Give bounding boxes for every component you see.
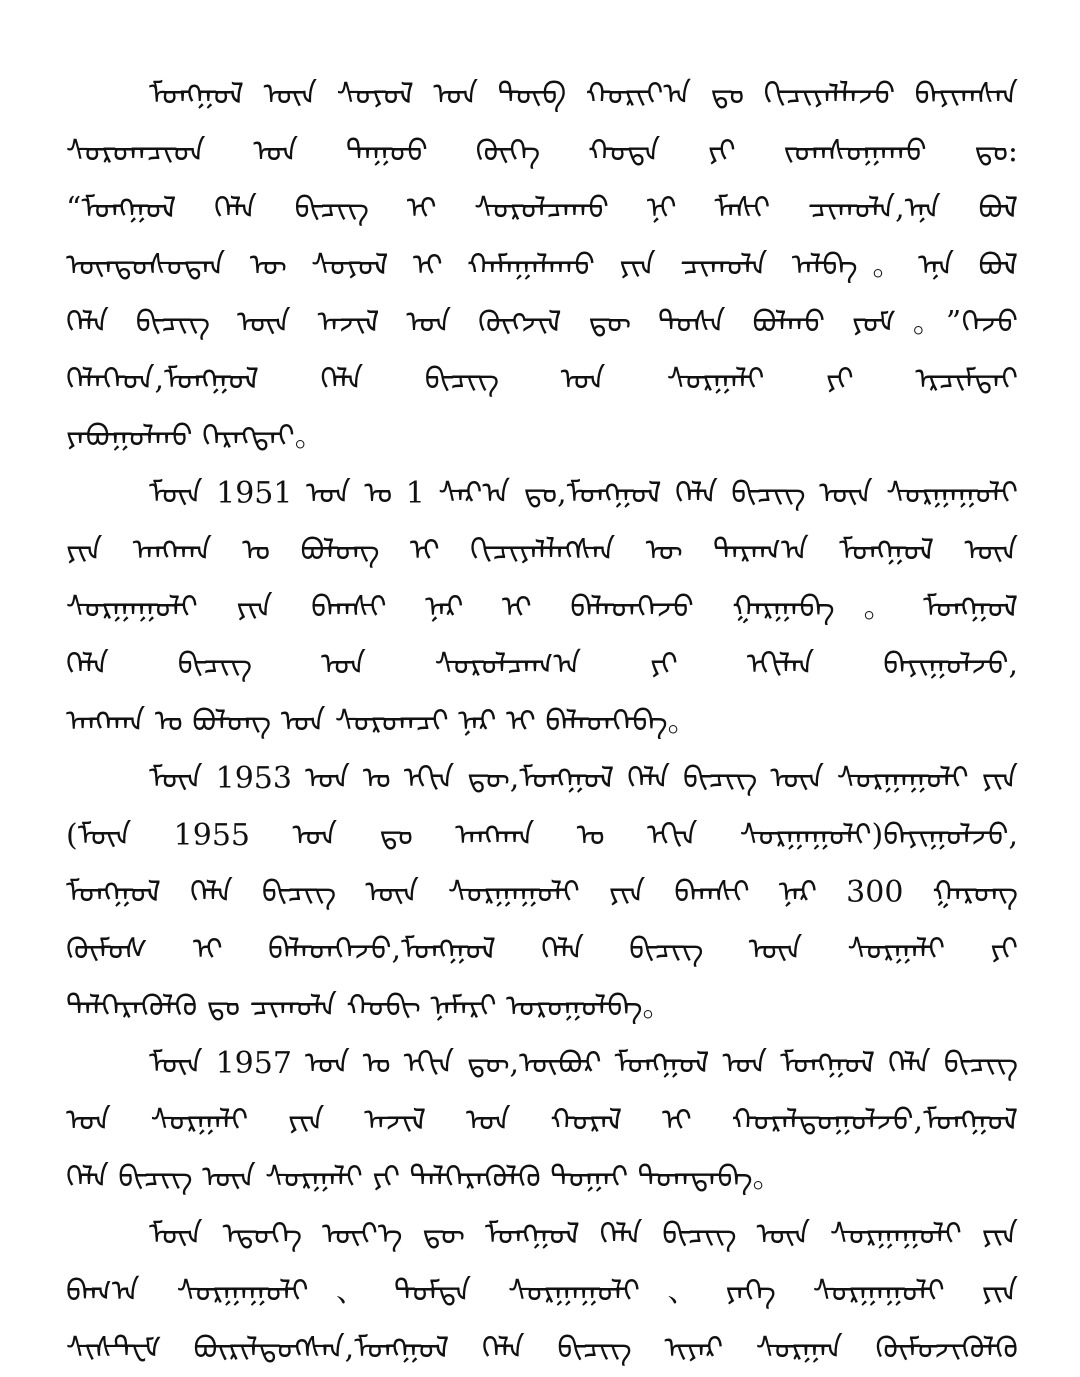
text-line: ᠳᠡᠯᠭᠡᠷᠡᠭᠦᠯᠬᠦ ᠳᠤ ᠴᠢᠬᠤᠯᠠ ᠬᠤᠪᠢ ᠨᠡᠮᠡᠷᠢ ᠣᠷᠤᠭᠤᠯᠪᠠ。 [66,989,673,1024]
paragraph-5 [66,1206,1018,1377]
text-line: ᠬᠡᠯᠡᠭᠡᠳ,ᠮᠣᠩᠭᠣᠯ ᠬᠡᠯᠡ ᠪᠢᠴᠢᠭ ᠤᠨ ᠰᠤᠷᠭᠠᠯᠢ ᠶᠢ ᠡᠷᠴᠢᠮᠳᠡᠢ [66,362,1018,397]
text-line: ᠶᠢᠨ ᠠᠩᠬᠠᠨ ᠤ ᠪᠤᠯᠤᠩ ᠢ ᠬᠢᠴᠢᠶᠡᠯᠯᠡᠭᠰᠡᠨ ᠦ ᠳᠠᠷᠠᠭ᠎ᠠ ᠮᠣᠩᠭᠣᠯ ᠦᠨ [66,533,1018,568]
text-line: ᠬᠡᠯᠡ ᠪᠢᠴᠢᠭ ᠦᠨ ᠰᠤᠷᠭᠠᠯᠢ ᠶᠢ ᠳᠡᠯᠭᠡᠷᠡᠭᠦᠯᠬᠦ ᠲᠤᠭᠠᠢ ᠲᠣᠭᠲᠠᠪᠠ。 [66,1160,784,1195]
paragraph-2 [66,465,1018,750]
paragraph-4 [66,1035,1018,1206]
text-line: ᠬᠡᠯᠡ ᠪᠢᠴᠢᠭ ᠤᠨ ᠰᠤᠷᠤᠯᠴᠠᠭ᠎ᠠ ᠶᠢ ᠡᠬᠢᠯᠡᠨ ᠪᠠᠶᠢᠭᠤᠯᠵᠤ, [66,647,1018,682]
text-line: ᠮᠥᠨ 1957 ᠣᠨ ᠤ ᠡᠬᠢᠨ ᠳᠦ,ᠥᠪᠥᠷ ᠮᠣᠩᠭᠣᠯ ᠤᠨ ᠮᠣᠩᠭᠣᠯ ᠬᠡᠯᠡ ᠪᠢᠴᠢᠭ [149,1046,1018,1081]
text-line: ᠪᠠᠭ᠎ᠠ ᠰᠤᠷᠭᠠᠭᠤᠯᠢ、ᠳᠤᠮᠳᠠ ᠰᠤᠷᠭᠠᠭᠤᠯᠢ、ᠶᠡᠬᠡ ᠰᠤᠷᠭᠠᠭᠤᠯᠢ ᠶᠢᠨ [66,1274,1018,1309]
text-line: (ᠮᠥᠨ 1955 ᠣᠨ ᠳᠤ ᠠᠩᠬᠠᠨ ᠤ ᠡᠬᠢᠨ ᠰᠤᠷᠭᠠᠭᠤᠯᠢ)ᠪᠠᠶᠢᠭᠤᠯᠵᠤ, [66,818,1018,853]
text-line: ᠰᠤᠷᠤᠭᠴᠢᠳ ᠤᠨ ᠳᠠᠭᠤᠤ ᠬᠦᠬᠡ ᠬᠣᠲᠠ ᠶᠢ ᠵᠣᠭᠰᠣᠭᠠᠬᠤ ᠳᠤ: [66,134,1018,169]
text-line: ᠮᠥᠨ ᠡᠳᠦᠭᠡ ᠦᠶ᠎ᠡ ᠳᠦ ᠮᠣᠩᠭᠣᠯ ᠬᠡᠯᠡ ᠪᠢᠴᠢᠭ ᠦᠨ ᠰᠤᠷᠭᠠᠭᠤᠯᠢ ᠶᠢᠨ [149,1217,1018,1252]
text-line: ᠶᠠᠪᠤᠭᠤᠯᠬᠤ ᠬᠡᠷᠡᠭᠲᠡᠢ。 [66,419,326,454]
text-line: ᠬᠡᠯᠡ ᠪᠢᠴᠢᠭ ᠦᠨ ᠠᠵᠢᠯ ᠤᠨ ᠬᠥᠭᠵᠢᠯ ᠳᠦ ᠲᠤᠰᠠ ᠪᠣᠯᠬᠤ ᠶᠤᠮ。”ᠭᠡᠵᠦ [66,305,1018,340]
text-line: ᠮᠣᠩᠭᠣᠯ ᠦᠨ ᠰᠣᠶᠣᠯ ᠤᠨ ᠲᠦᠪ ᠬᠣᠷᠢᠶ᠎ᠠ ᠳᠤ ᠬᠢᠴᠢᠶᠡᠯᠯᠡᠵᠦ ᠪᠠᠶᠢᠭᠰᠠᠨ [149,77,1018,112]
text-line: ᠠᠩᠬᠠᠨ ᠤ ᠪᠤᠯᠤᠩ ᠤᠨ ᠰᠤᠷᠤᠭᠴᠢ ᠨᠠᠷ ᠢ ᠪᠡᠯᠡᠳᠬᠡᠪᠡ。 [66,704,699,739]
text-line: ᠮᠥᠨ 1951 ᠣᠨ ᠤ 1 ᠰᠠᠷ᠎ᠠ ᠳᠤ,ᠮᠣᠩᠭᠣᠯ ᠬᠡᠯᠡ ᠪᠢᠴᠢᠭ ᠦᠨ ᠰᠤᠷᠭᠠᠭᠤᠯᠢ [149,476,1018,511]
document-body [66,66,1018,1377]
text-line: ᠰᠤᠷᠭᠠᠭᠤᠯᠢ ᠶᠢᠨ ᠪᠠᠭᠰᠢ ᠨᠠᠷ ᠢ ᠪᠡᠯᠡᠳᠬᠡᠵᠦ ᠭᠠᠷᠭᠠᠪᠠ。ᠮᠣᠩᠭᠣᠯ [66,590,1018,625]
text-line: ᠰᠢᠰᠲ᠋ᠧᠮ ᠪᠦᠷᠢᠯᠳᠦᠭᠰᠡᠨ,ᠮᠣᠩᠭᠣᠯ ᠬᠡᠯᠡ ᠪᠢᠴᠢᠭ ᠢᠶᠡᠷ ᠰᠤᠷᠭᠠᠨ ᠬᠦᠮᠦᠵᠢᠭᠦᠯᠬᠦ [66,1331,1018,1366]
text-line: “ᠮᠣᠩᠭᠣᠯ ᠬᠡᠯᠡ ᠪᠢᠴᠢᠭ ᠢ ᠰᠤᠷᠤᠯᠴᠠᠬᠤ ᠨᠢ ᠮᠠᠰᠢ ᠴᠢᠬᠤᠯᠠ,ᠡᠨᠡ ᠪᠣᠯ [66,191,1018,226]
text-line: ᠬᠦᠮᠦᠰ ᠢ ᠪᠡᠯᠡᠳᠬᠡᠵᠦ,ᠮᠣᠩᠭᠣᠯ ᠬᠡᠯᠡ ᠪᠢᠴᠢᠭ ᠦᠨ ᠰᠤᠷᠭᠠᠯᠢ ᠶᠢ [66,932,1018,967]
paragraph-3 [66,750,1018,1035]
text-line: ᠮᠥᠨ 1953 ᠣᠨ ᠤ ᠡᠬᠢᠨ ᠳᠦ,ᠮᠣᠩᠭᠣᠯ ᠬᠡᠯᠡ ᠪᠢᠴᠢᠭ ᠦᠨ ᠰᠤᠷᠭᠠᠭᠤᠯᠢ ᠶᠢᠨ [149,761,1018,796]
text-line: ᠦᠨᠳᠦᠰᠦᠲᠡᠨ ᠦ ᠰᠣᠶᠣᠯ ᠢ ᠬᠠᠮᠠᠭᠠᠯᠠᠬᠤ ᠶᠢᠨ ᠴᠢᠬᠤᠯᠠ ᠠᠯᠪᠠ。ᠡᠨᠡ ᠪᠣᠯ [66,248,1018,283]
paragraph-1 [66,66,1018,465]
text-line: ᠮᠣᠩᠭᠣᠯ ᠬᠡᠯᠡ ᠪᠢᠴᠢᠭ ᠦᠨ ᠰᠤᠷᠭᠠᠭᠤᠯᠢ ᠶᠢᠨ ᠪᠠᠭᠰᠢ ᠨᠠᠷ 300 ᠭᠠᠷᠤᠩ [66,875,1018,910]
text-line: ᠤᠨ ᠰᠤᠷᠭᠠᠯᠢ ᠶᠢᠨ ᠠᠵᠢᠯ ᠤᠨ ᠬᠤᠷᠠᠯ ᠢ ᠬᠤᠷᠠᠯᠳᠤᠭᠤᠯᠵᠤ,ᠮᠣᠩᠭᠣᠯ [66,1103,1018,1138]
